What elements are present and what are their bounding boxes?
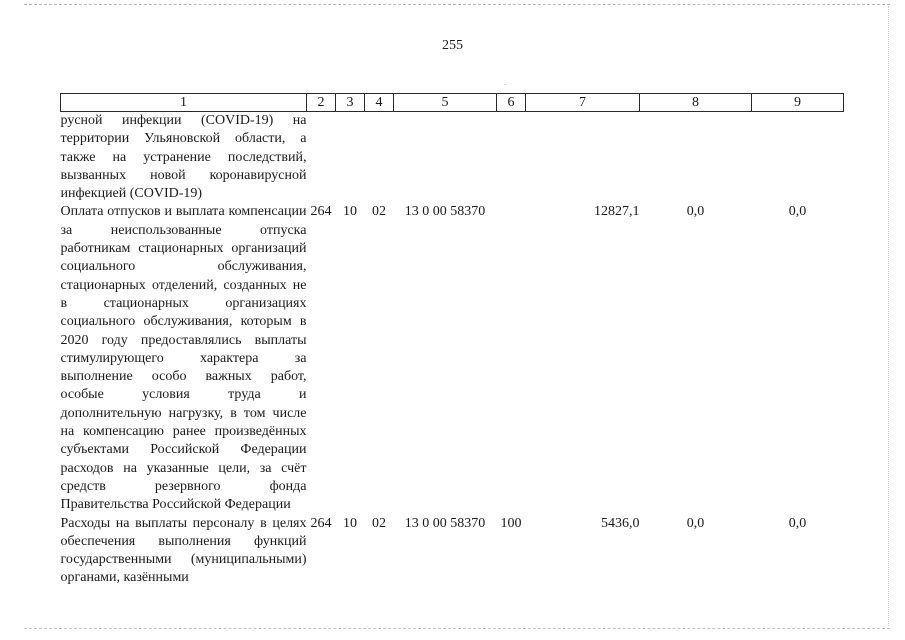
- budget-table: [60, 93, 844, 588]
- cell-ministry: [307, 112, 336, 204]
- cell-amount-year2: 0,0: [686, 204, 705, 220]
- cell-target-article: 13 0 00 58370: [404, 515, 486, 531]
- page-number: 255: [442, 38, 463, 53]
- cell-amount-year3: [752, 112, 844, 204]
- cell-subsection: 02: [372, 515, 386, 531]
- page-frame-right: [888, 6, 889, 626]
- cell-section: 10: [343, 515, 357, 531]
- cell-target-article: [394, 112, 497, 204]
- row-description: русной инфекции (COVID-19) на территории Ульяновской области, а также на устранение последствий, вызванных новой коронавирусной инфекцией (COVID-19): [60, 113, 307, 202]
- table-row: [61, 203, 844, 514]
- scan-artifact: .: [504, 77, 507, 87]
- cell-amount-year1: 5436,0: [601, 515, 640, 531]
- column-header: 4: [365, 94, 394, 112]
- page-frame-top: [24, 4, 890, 5]
- column-header: 3: [336, 94, 365, 112]
- cell-amount-year1: [526, 112, 640, 204]
- cell-amount-year3: 0,0: [788, 515, 807, 531]
- cell-expense-type: [497, 112, 526, 204]
- table-header-row: [61, 94, 844, 112]
- cell-expense-type: [497, 203, 526, 514]
- row-description: Оплата отпусков и выплата компенсации за неиспользованные отпуска работникам стационарных организаций социального обслуживания, стационарных отделений, созданных не в стационарных организациях социального обслуживания, которым в 2020 году предоставлялись выплаты стимулирующего характера за выполнение особо важных работ, особые условия труда и дополнительную нагрузку, в том числе на компенсацию ранее произведённых субъектами Российской Федерации расходов на указанные цели, за счёт средств резервного фонда Правительства Российской Федерации: [60, 204, 307, 513]
- cell-section: 10: [343, 204, 357, 220]
- cell-amount-year3: 0,0: [788, 204, 807, 220]
- cell-amount-year1: 12827,1: [594, 204, 640, 220]
- cell-subsection: [365, 112, 394, 204]
- table-row: [61, 515, 844, 588]
- cell-amount-year2: [640, 112, 752, 204]
- column-header: 6: [497, 94, 526, 112]
- column-header: 7: [526, 94, 640, 112]
- column-header: 1: [61, 94, 307, 112]
- column-header: 8: [640, 94, 752, 112]
- column-header: 9: [752, 94, 844, 112]
- cell-section: [336, 112, 365, 204]
- cell-expense-type: 100: [500, 515, 522, 531]
- cell-ministry: 264: [310, 515, 332, 531]
- column-header: 2: [307, 94, 336, 112]
- cell-target-article: 13 0 00 58370: [404, 204, 486, 220]
- cell-ministry: 264: [310, 204, 332, 220]
- cell-subsection: 02: [372, 204, 386, 220]
- cell-amount-year2: 0,0: [686, 515, 705, 531]
- table-row: [61, 112, 844, 204]
- column-header: 5: [394, 94, 497, 112]
- page-frame-bottom: [24, 628, 890, 629]
- row-description: Расходы на выплаты персоналу в целях обеспечения выполнения функций государственными (муниципальными) органами, казёнными: [60, 515, 307, 586]
